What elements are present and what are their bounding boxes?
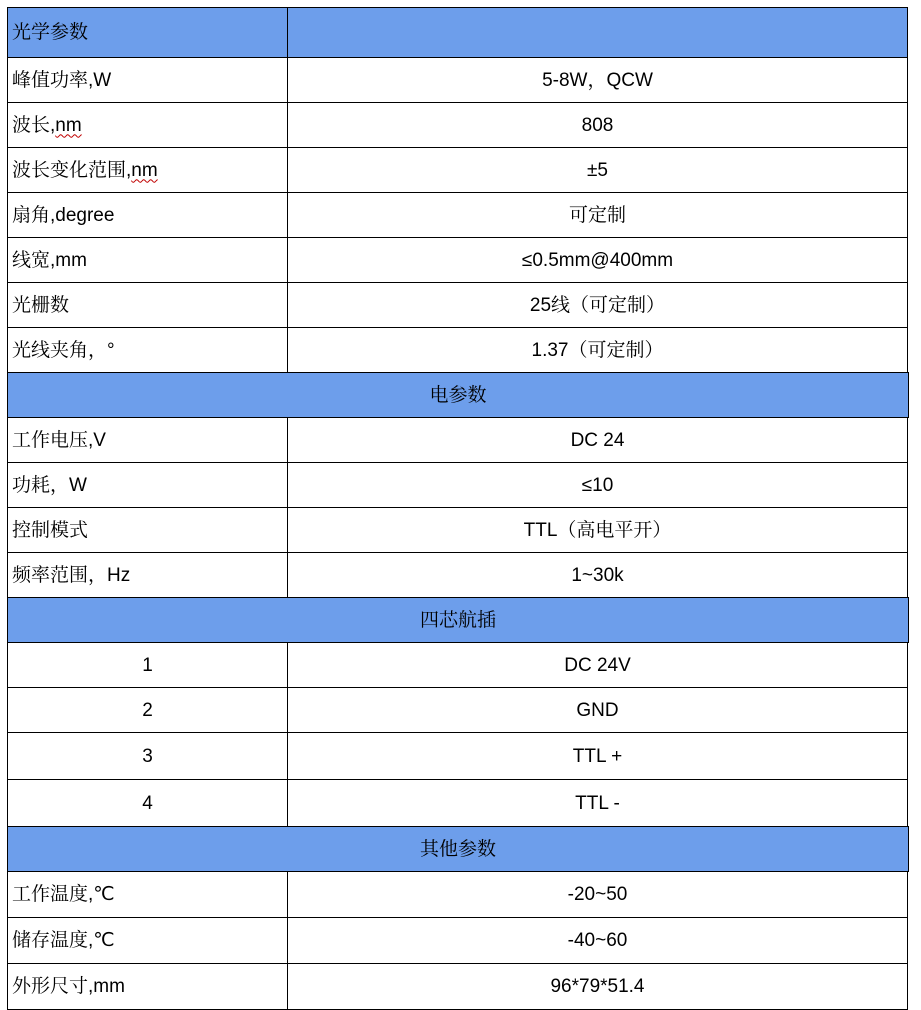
table-row — [8, 780, 909, 827]
table-row — [8, 733, 909, 780]
param-value: TTL（高电平开） — [287, 507, 908, 553]
param-value: 1.37（可定制） — [287, 327, 908, 373]
electrical-header-row — [8, 373, 909, 418]
param-label: 频率范围，Hz — [7, 552, 288, 598]
pin-value: TTL - — [287, 779, 908, 827]
table-row — [8, 58, 909, 103]
table-row — [8, 103, 909, 148]
connector-section-header: 四芯航插 — [7, 597, 909, 643]
table-row — [8, 148, 909, 193]
param-label: 工作电压,V — [7, 417, 288, 463]
table-row — [8, 238, 909, 283]
param-value: DC 24 — [287, 417, 908, 463]
param-value: ≤0.5mm@400mm — [287, 237, 908, 283]
param-value: 25线（可定制） — [287, 282, 908, 328]
pin-value: GND — [287, 687, 908, 733]
optical-header-row — [8, 8, 909, 58]
table-row — [8, 463, 909, 508]
pin-number: 4 — [7, 779, 288, 827]
table-row — [8, 193, 909, 238]
table-row — [8, 872, 909, 918]
param-label: 光栅数 — [7, 282, 288, 328]
table-row — [8, 553, 909, 598]
table-row — [8, 643, 909, 688]
param-label: 扇角,degree — [7, 192, 288, 238]
param-value: 1~30k — [287, 552, 908, 598]
optical-header-blank — [287, 7, 908, 58]
param-value: 96*79*51.4 — [287, 963, 908, 1010]
table-row — [8, 688, 909, 733]
spec-table — [8, 8, 909, 1010]
param-label: 工作温度,℃ — [7, 871, 288, 918]
pin-number: 1 — [7, 642, 288, 688]
table-row — [8, 418, 909, 463]
other-section-header: 其他参数 — [7, 826, 909, 872]
table-row — [8, 283, 909, 328]
param-label: 功耗，W — [7, 462, 288, 508]
param-label — [7, 102, 288, 148]
param-label: 线宽,mm — [7, 237, 288, 283]
param-label: 光线夹角，° — [7, 327, 288, 373]
param-value: ≤10 — [287, 462, 908, 508]
pin-number: 3 — [7, 732, 288, 780]
param-value: ±5 — [287, 147, 908, 193]
param-label — [7, 147, 288, 193]
param-label-text: 波长变化范围, — [12, 159, 132, 181]
param-value: -20~50 — [287, 871, 908, 918]
param-label-unit: nm — [55, 114, 82, 136]
param-value: 5-8W，QCW — [287, 57, 908, 103]
pin-number: 2 — [7, 687, 288, 733]
optical-section-header: 光学参数 — [7, 7, 288, 58]
param-label-unit: nm — [131, 159, 158, 181]
param-label: 峰值功率,W — [7, 57, 288, 103]
param-label: 外形尺寸,mm — [7, 963, 288, 1010]
table-row — [8, 918, 909, 964]
connector-header-row — [8, 598, 909, 643]
param-value: 808 — [287, 102, 908, 148]
param-label: 控制模式 — [7, 507, 288, 553]
param-value: -40~60 — [287, 917, 908, 964]
param-label-text: 波长, — [12, 114, 56, 136]
pin-value: DC 24V — [287, 642, 908, 688]
table-row — [8, 328, 909, 373]
electrical-section-header: 电参数 — [7, 372, 909, 418]
table-row — [8, 964, 909, 1010]
pin-value: TTL + — [287, 732, 908, 780]
table-row — [8, 508, 909, 553]
other-header-row — [8, 827, 909, 872]
param-value: 可定制 — [287, 192, 908, 238]
param-label: 储存温度,℃ — [7, 917, 288, 964]
